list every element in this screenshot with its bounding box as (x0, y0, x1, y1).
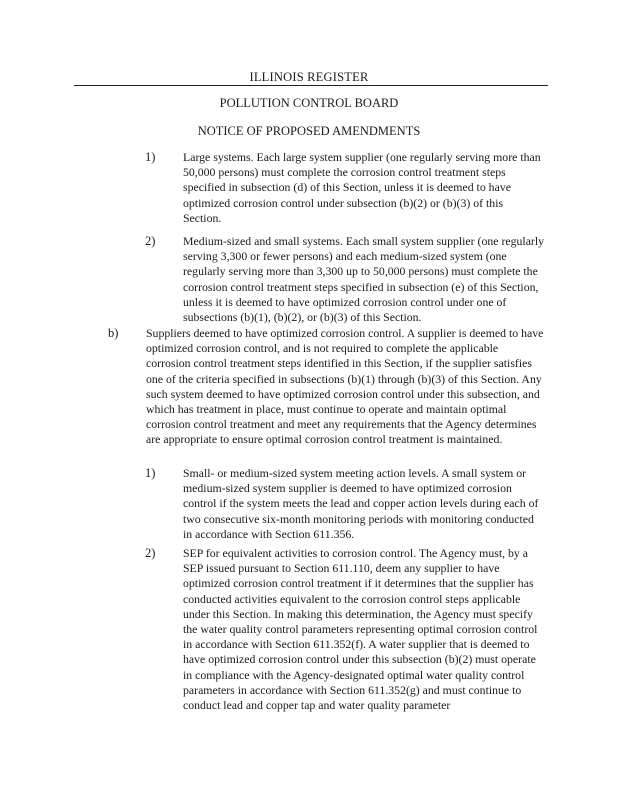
register-title: ILLINOIS REGISTER (249, 70, 369, 84)
item-marker: 1) (145, 466, 156, 480)
paragraph-medium-small-systems: Medium-sized and small systems. Each small system supplier (one regularly serving 3,300 or fewer persons) and each medium-sized system (one regularly serving more than 3,300 up to 50,000 persons) must complete the corrosion control treatment steps specified in subsection (e) of this Section, unless it is deemed to have optimized corrosion control under one of subsections (b)(1), (b)(2), or (b)(3) of this Section. (183, 234, 545, 325)
paragraph-sep-equivalent: SEP for equivalent activities to corrosion control. The Agency must, by a SEP issued pursuant to Section 611.110, deem any supplier to have optimized corrosion control treatment if it determines that the supplier has conducted activities equivalent to the corrosion control steps applicable under this Section. In making this determination, the Agency must specify the water quality control parameters representing optimal corrosion control in accordance with Section 611.352(f). A water supplier that is deemed to have optimized corrosion control under this subsection (b)(2) must operate in compliance with the Agency-designated optimal water quality control parameters in accordance with Section 611.352(g) and must continue to conduct lead and copper tap and water quality parameter (183, 546, 538, 713)
item-marker: 2) (145, 234, 156, 248)
item-marker: 1) (145, 150, 156, 164)
agency-heading: POLLUTION CONTROL BOARD (219, 96, 399, 110)
item-marker: 2) (145, 546, 156, 560)
item-marker: b) (108, 326, 119, 340)
notice-heading: NOTICE OF PROPOSED AMENDMENTS (197, 124, 421, 138)
paragraph-suppliers-deemed: Suppliers deemed to have optimized corrosion control. A supplier is deemed to have optimized corrosion control, and is not required to complete the applicable corrosion control treatment steps identified in this Section, if the supplier satisfies one of the criteria specified in subsections (b)(1) through (b)(3) of this Section. Any such system deemed to have optimized corrosion control under this subsection, and which has treatment in place, must continue to operate and maintain optimal corrosion control treatment and meet any requirements that the Agency determines are appropriate to ensure optimal corrosion control treatment is maintained. (146, 326, 544, 447)
paragraph-action-levels: Small- or medium-sized system meeting action levels. A small system or medium-sized system supplier is deemed to have optimized corrosion control if the system meets the lead and copper action levels during each of two consecutive six-month monitoring periods with monitoring conducted in accordance with Section 611.356. (183, 466, 539, 541)
header-rule (74, 85, 548, 86)
paragraph-large-systems: Large systems. Each large system supplier (one regularly serving more than 50,000 persons) must complete the corrosion control treatment steps specified in subsection (d) of this Section, unless it is deemed to have optimized corrosion control under subsection (b)(2) or (b)(3) of this Section. (183, 150, 541, 225)
